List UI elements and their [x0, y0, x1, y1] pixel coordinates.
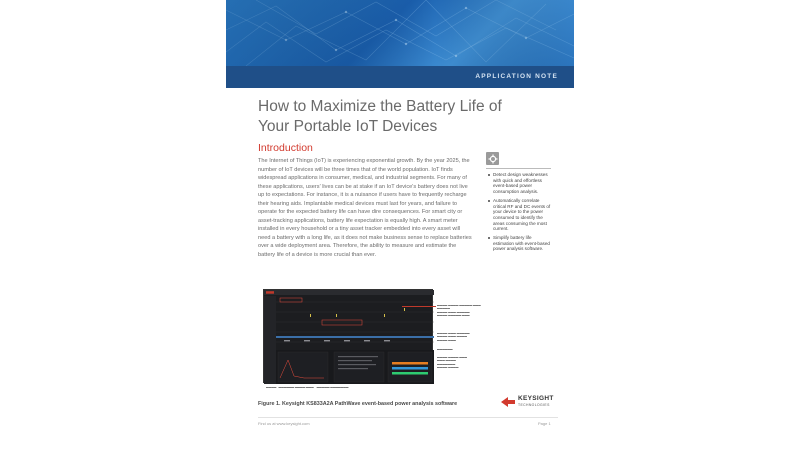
- title-line-1: How to Maximize the Battery Life of: [258, 98, 502, 115]
- sidebar-bullet-list: [488, 172, 552, 255]
- gear-icon: [486, 152, 499, 165]
- page-title: [258, 97, 508, 137]
- figure-annotation: ▬▬▬▬ ▬▬▬▬ ▬▬▬▬▬ ▬▬▬ ▬▬▬▬▬ ▬▬▬▬ ▬▬▬ ▬▬▬▬▬ ▬▬▬▬ ▬▬▬▬▬ ▬▬▬: [437, 304, 481, 318]
- figure-caption: Figure 1. Keysight KS833A2A PathWave event-based power analysis software: [258, 401, 458, 407]
- application-note-bar: [226, 66, 574, 88]
- figure-annotation: ▬▬▬▬ ▬▬▬ ▬▬▬▬▬ ▬▬▬▬ ▬▬▬ ▬▬▬▬ ▬▬▬▬ ▬▬▬: [437, 332, 470, 342]
- footer-website[interactable]: Find us at www.keysight.com: [258, 421, 310, 426]
- figure-annotation: ▬▬▬▬ ▬▬▬▬ ▬▬▬ ▬▬▬ ▬▬▬▬ ▬▬▬▬▬▬▬ ▬▬▬▬ ▬▬▬▬: [437, 356, 467, 370]
- logo-name: KEYSIGHT: [518, 395, 554, 402]
- keysight-logo: [500, 393, 560, 411]
- header-banner-image: [226, 0, 574, 66]
- title-line-2: Your Portable IoT Devices: [258, 118, 438, 135]
- figure-legend: ▬▬▬▬ ▬▬▬▬▬▬ ▬▬▬▬ ▬▬▬ ▬▬▬▬▬ ▬▬▬▬▬▬▬: [266, 386, 349, 389]
- sidebar-bullet: Detect design weaknesses with quick and effortless event-based power consumption analysis.: [488, 172, 552, 195]
- application-note-page: [226, 0, 574, 450]
- section-heading: Introduction: [258, 142, 313, 154]
- footer-page-number: Page 1: [538, 421, 551, 426]
- sidebar-bullet: Simplify battery life estimation with event-based power analysis software.: [488, 235, 552, 252]
- body-paragraph: The Internet of Things (IoT) is experiencing exponential growth. By the year 2025, the number of IoT devices will be three times that of the world population. IoT finds widespread applications in consumer, medical, and industrial segments. For many of these applications, users' lives can be at stake if an IoT device's battery does not live up to expectations. For instance, it is a nuisance if users have to frequently recharge their hearing aids. Implantable medical devices must last for years, and failure to operate for the expected battery life can have dire consequences. For smart city or asset-tracking applications, battery life expectation is equally high. A smart meter installed in every household or a tiny asset tracker embedded into every asset will need a battery with a long life, as it does not make business sense to replace batteries over a wide deployment area. Therefore, the ability to measure and estimate the battery life of a device is more crucial than ever.: [258, 158, 472, 259]
- sidebar-divider: [486, 168, 551, 169]
- sidebar-bullet: Automatically correlate critical RF and DC events of your device to the power consumed to identify the areas consuming the most current.: [488, 198, 552, 232]
- figure-software-screenshot: [263, 289, 433, 383]
- figure-annotation: ▬▬▬▬▬▬: [437, 348, 453, 351]
- footer-divider: [258, 417, 558, 418]
- logo-subtitle: TECHNOLOGIES: [518, 403, 550, 407]
- document-type-label: APPLICATION NOTE: [475, 73, 558, 80]
- annotation-leader-line: [402, 306, 436, 307]
